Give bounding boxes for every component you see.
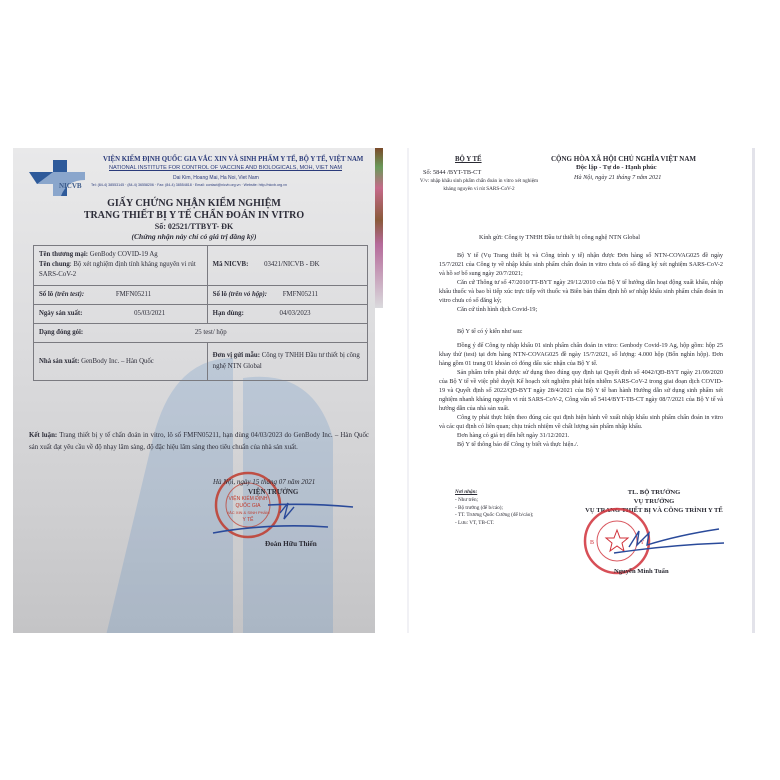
institute-contact: Tel: (84-4) 38553145 · (84-4) 36558206 · Fax: (84-4) 38554818 · Email: contact@nicvb.org.vn · Website: http://nicvb.org.vn (91, 183, 287, 187)
certificate-note: (Chứng nhận này chỉ có giá trị đăng ký) (131, 232, 257, 241)
place-date: Hà Nội, ngày 15 tháng 07 năm 2021 (213, 478, 316, 486)
place-date: Hà Nội, ngày 21 tháng 7 năm 2021 (574, 174, 662, 181)
conclusion: Kết luận: Trang thiết bị y tế chẩn đoán in vitro, lô số FMFN05211, hạn dùng 04/03/2023 do GenBody Inc. – Hàn Quốc sản xuất đạt yêu cầu về độ nhạy lâm sàng, độ đặc hiệu lâm sàng theo tiêu chuẩn của nhà sản xuất. (29, 432, 369, 452)
sender-cell: Đơn vị gửi mẫu: Công ty TNHH Đầu tư thiết bị công nghệ NTN Global (207, 343, 367, 381)
document-number: Số: 5844 /BYT-TB-CT (423, 169, 482, 176)
recipient-item: - Lưu: VT, TB-CT. (455, 520, 495, 527)
country-header: CỘNG HÒA XÃ HỘI CHỦ NGHĨA VIỆT NAM (551, 155, 697, 163)
ministry-letter (407, 148, 755, 633)
signature-icon (609, 523, 729, 563)
recipients-list: Nơi nhận: - Như trên; - Bộ trưởng (để b/cáo); - TT. Trương Quốc Cường (để b/cáo); - Lưu: VT, TB-CT. (455, 489, 534, 527)
svg-text:VẮC XIN & SINH PHẨM: VẮC XIN & SINH PHẨM (226, 510, 270, 515)
institute-name-en: NATIONAL INSTITUTE FOR CONTROL OF VACCINE AND BIOLOGICALS, MOH, VIET NAM (109, 165, 342, 171)
certificate-table (33, 245, 368, 381)
ministry-name: BỘ Y TẾ (455, 156, 482, 163)
paragraph: Đồng ý để Công ty nhập khẩu 01 sinh phẩm chẩn đoán in vitro: Genbody Covid-19 Ag, hộp gồm: hộp 25 khay thử (test) tại đơn hàng NTN-COVAG025 đề ngày 15/7/2021, số lượng: 4.000 hộp (Bốn nghìn hộp). Đơn hàng gồm 01 trang 01 khoản có đóng dấu xác nhận của Bộ Y tế. (439, 342, 723, 367)
opinion-intro: Bộ Y tế có ý kiến như sau: (457, 328, 523, 335)
paragraph: Công ty phải thực hiện theo đúng các qui định hiện hành về xuất nhập khẩu sinh phẩm chẩn đoán in vitro và các qui định có liên quan; chịu trách nhiệm về chất lượng sản phẩm nhập khẩu. (439, 413, 723, 430)
certificate-subtitle: TRANG THIẾT BỊ Y TẾ CHẨN ĐOÁN IN VITRO (83, 210, 305, 221)
letter-body-intro (439, 252, 723, 315)
table-row (34, 323, 368, 342)
recipient-line: Kính gửi: Công ty TNHH Đầu tư thiết bị công nghệ NTN Global (479, 234, 640, 241)
table-row (34, 304, 368, 323)
signature-icon (208, 493, 358, 538)
table-row (34, 343, 368, 381)
product-name-cell: Tên thương mại: GenBody COVID-19 Ag Tên chung: Bộ xét nghiệm định tính kháng nguyên vi rút SARS-CoV-2 (34, 246, 208, 286)
institute-address: Dai Kim, Hoang Mai, Ha Noi, Viet Nam (173, 175, 259, 181)
logo-text: NICVB (59, 182, 82, 190)
svg-text:Y: Y (640, 540, 645, 546)
certificate-number: Số: 02521/TTBYT- ĐK (154, 222, 234, 231)
institute-header (13, 152, 375, 202)
paragraph: Bộ Y tế thông báo để Công ty biết và thực hiện./. (457, 440, 579, 448)
paragraph: Căn cứ Thông tư số 47/2010/TT-BYT ngày 29/12/2010 của Bộ Y tế hướng dẫn hoạt động xuất khẩu, nhập khẩu thuốc và bao bì tiếp xúc trực tiếp với thuốc và Biên bản thẩm định hồ sơ nhập khẩu sinh phẩm chẩn đoán in vitro chưa có số đăng ký; (439, 278, 723, 304)
document-subject: V/v: nhập khẩu sinh phẩm chẩn đoán in vitro xét nghiệm kháng nguyên vi rút SARS-CoV-2 (419, 178, 539, 192)
manufacturer-cell: Nhà sản xuất: GenBody Inc. – Hàn Quốc (34, 343, 208, 381)
recipient-item: - TT. Trương Quốc Cường (để b/cáo); (455, 512, 534, 519)
signer-name: Đoàn Hữu Thiển (265, 540, 317, 548)
institute-name-vn: VIỆN KIỂM ĐỊNH QUỐC GIA VẮC XIN VÀ SINH PHẨM Y TẾ, BỘ Y TẾ, VIỆT NAM (103, 156, 364, 163)
signer-name: Nguyễn Minh Tuấn (614, 568, 669, 575)
paragraph: Bộ Y tế (Vụ Trang thiết bị và Công trình y tế) nhận được Đơn hàng số NTN-COVAG025 đề ngày 15/7/2021 của Công ty về nhập khẩu sinh phẩm chẩn đoán in vitro chưa có số đăng ký xét nghiệm SARS-CoV-2 và hồ sơ bổ sung ngày 20/7/2021; (439, 252, 723, 277)
nicvb-code-cell: Mã NICVB: 03421/NICVB - ĐK (207, 246, 367, 286)
photo-edge (375, 148, 383, 308)
lot-test-cell: Số lô (trên test): FMFN05211 (34, 285, 208, 304)
paragraph: Sản phẩm trên phải được sử dụng theo đúng quy định tại Quyết định số 4042/QĐ-BYT ngày 21/09/2020 của Bộ Y tế về việc phê duyệt Kế hoạch xét nghiệm phát hiện nhiễm SARS-CoV-2 trong giai đoạn dịch COVID-19 và Quyết định số 2022/QĐ-BYT ngày 28/4/2021 của Bộ Y tế ban hành Hướng dẫn sử dụng sinh phẩm xét nghiệm nhanh kháng nguyên vi rút SARS-CoV-2, Công văn số 5414/BYT-TB-CT ngày 08/7/2021 của Bộ Y tế và hướng dẫn của nhà sản xuất. (439, 368, 723, 412)
table-row (34, 285, 368, 304)
svg-text:QUỐC GIA: QUỐC GIA (235, 503, 261, 509)
svg-text:Y TẾ: Y TẾ (242, 517, 254, 523)
signature-block: TL. BỘ TRƯỞNG VỤ TRƯỞNG VỤ TRANG THIẾT BỊ VÀ CÔNG TRÌNH Y TẾ (585, 489, 723, 515)
certificate-title: GIẤY CHỨNG NHẬN KIỂM NGHIỆM (107, 198, 281, 209)
paragraph: Căn cứ tình hình dịch Covid-19; (457, 305, 538, 313)
table-row (34, 246, 368, 286)
expiry-cell: Hạn dùng: 04/03/2023 (207, 304, 367, 323)
signer-title: VIỆN TRƯỞNG (248, 488, 299, 496)
certificate-document (13, 148, 375, 633)
recipient-item: - Như trên; (455, 496, 478, 503)
svg-text:VIỆN KIỂM ĐỊNH: VIỆN KIỂM ĐỊNH (228, 496, 268, 502)
recipient-item: - Bộ trưởng (để b/cáo); (455, 504, 503, 511)
letter-body-main (439, 342, 723, 450)
packaging-cell: Dạng đóng gói: 25 test/ hộp (34, 323, 368, 342)
nicvb-logo-icon (23, 158, 93, 198)
svg-text:B: B (590, 540, 595, 546)
paragraph: Đơn hàng có giá trị đến hết ngày 31/12/2021. (457, 431, 570, 439)
national-motto: Độc lập - Tự do - Hạnh phúc (576, 164, 657, 171)
lot-box-cell: Số lô (trên vỏ hộp): FMFN05211 (207, 285, 367, 304)
mfg-date-cell: Ngày sản xuất: 05/03/2021 (34, 304, 208, 323)
